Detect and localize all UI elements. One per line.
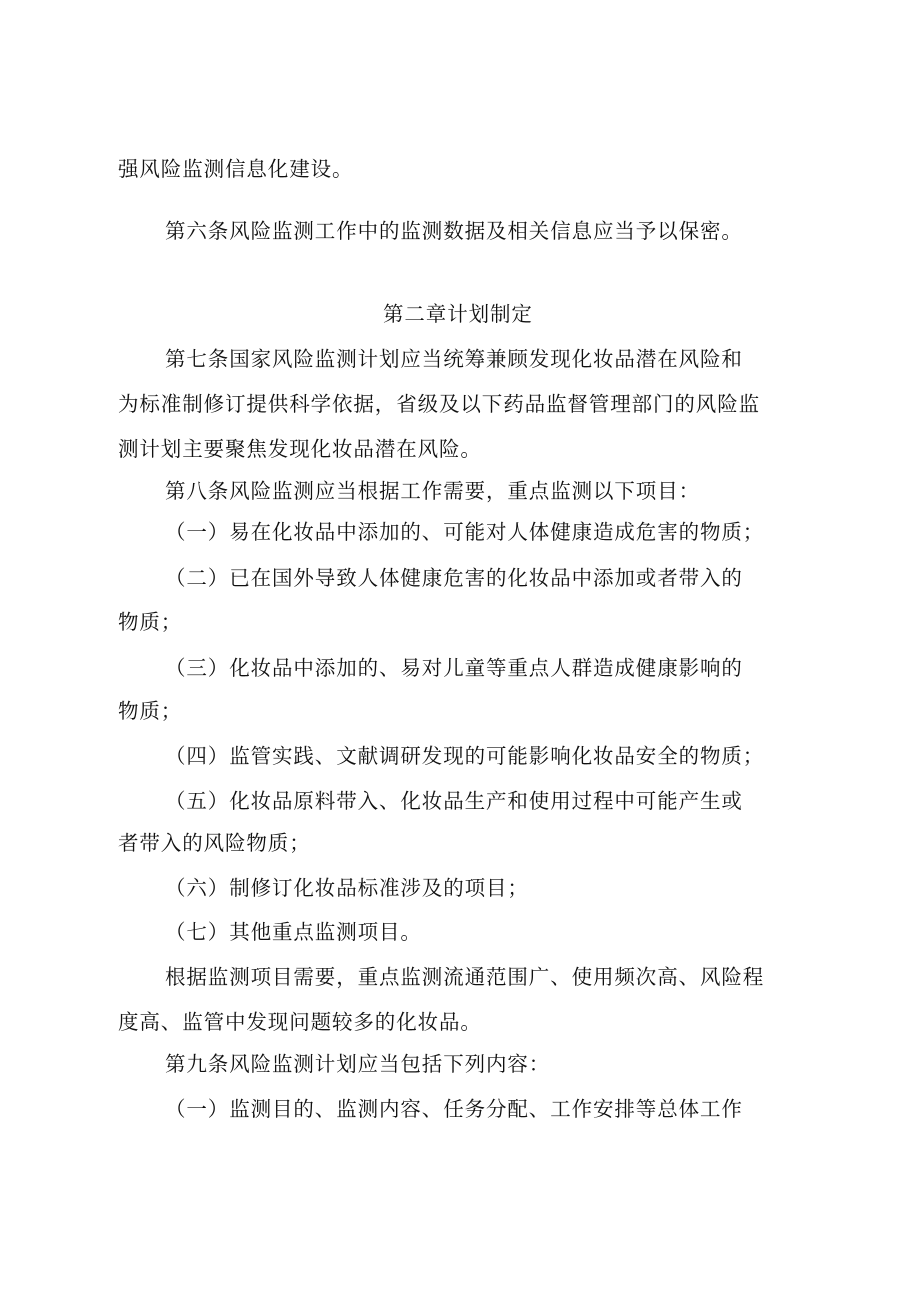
list-item: （六）制修订化妆品标准涉及的项目； xyxy=(165,876,529,900)
list-item: （一）监测目的、监测内容、任务分配、工作安排等总体工作 xyxy=(165,1097,743,1121)
article-8: 第八条风险监测应当根据工作需要，重点监测以下项目： xyxy=(165,479,700,503)
article-9: 第九条风险监测计划应当包括下列内容： xyxy=(165,1052,551,1076)
chapter-heading: 第二章计划制定 xyxy=(383,302,533,326)
paragraph-line: 物质； xyxy=(118,610,183,634)
list-item: （四）监管实践、文献调研发现的可能影响化妆品安全的物质； xyxy=(165,744,765,768)
paragraph-line: 强风险监测信息化建设。 xyxy=(118,157,354,181)
article-7: 第七条国家风险监测计划应当统筹兼顾发现化妆品潜在风险和 xyxy=(165,347,743,371)
paragraph-line: 根据监测项目需要，重点监测流通范围广、使用频次高、风险程 xyxy=(165,965,765,989)
paragraph-line: 测计划主要聚焦发现化妆品潜在风险。 xyxy=(118,437,482,461)
list-item: （五）化妆品原料带入、化妆品生产和使用过程中可能产生或 xyxy=(165,789,743,813)
list-item: （二）已在国外导致人体健康危害的化妆品中添加或者带入的 xyxy=(165,566,743,590)
paragraph-line: 度高、监管中发现问题较多的化妆品。 xyxy=(118,1010,482,1034)
list-item: （七）其他重点监测项目。 xyxy=(165,920,422,944)
paragraph-line: 者带入的风险物质； xyxy=(118,831,311,855)
paragraph-line: 为标准制修订提供科学依据，省级及以下药品监督管理部门的风险监 xyxy=(118,392,760,416)
paragraph-line: 物质； xyxy=(118,699,183,723)
list-item: （一）易在化妆品中添加的、可能对人体健康造成危害的物质； xyxy=(165,520,765,544)
article-6: 第六条风险监测工作中的监测数据及相关信息应当予以保密。 xyxy=(165,219,743,243)
list-item: （三）化妆品中添加的、易对儿童等重点人群造成健康影响的 xyxy=(165,656,743,680)
